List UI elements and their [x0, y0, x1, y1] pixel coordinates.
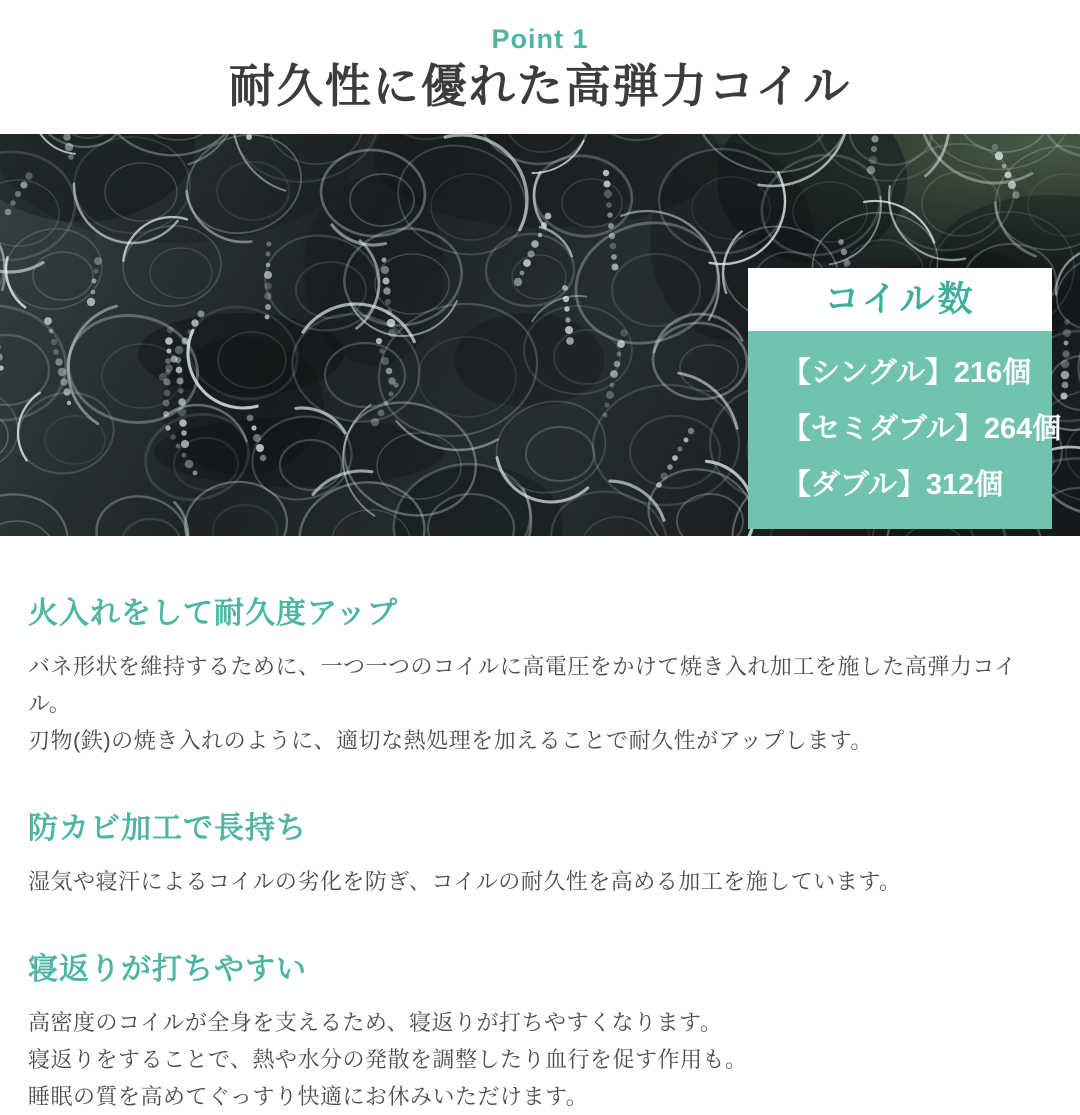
- coil-count-card: [748, 268, 1062, 529]
- coil-count-item: 【シングル】216個: [782, 356, 1032, 389]
- coil-count-item: 【ダブル】312個: [782, 468, 1004, 501]
- feature-heading: 寝返りが打ちやすい: [28, 952, 307, 986]
- feature-text-line: 湿気や寝汗によるコイルの劣化を防ぎ、コイルの耐久性を高める加工を施しています。: [28, 868, 902, 894]
- coil-count-title: コイル数: [748, 268, 1052, 331]
- coil-count-list: [748, 331, 1062, 529]
- feature-section: [28, 588, 1052, 759]
- coil-photo: [0, 134, 1080, 536]
- feature-text-line: 高密度のコイルが全身を支えるため、寝返りが打ちやすくなります。: [28, 1009, 723, 1035]
- section-title: 耐久性に優れた高弾力コイル: [228, 60, 852, 112]
- point-label: Point 1: [491, 24, 589, 54]
- feature-text-line: バネ形状を維持するために、一つ一つのコイルに高電圧をかけて焼き入れ加工を施した高弾力コイル。: [28, 653, 1017, 716]
- feature-heading: 防カビ加工で長持ち: [28, 811, 307, 845]
- feature-text-line: 睡眠の質を高めてぐっすり快適にお休みいただけます。: [28, 1083, 589, 1109]
- feature-section: [28, 944, 1052, 1115]
- coil-count-item: 【セミダブル】264個: [782, 412, 1062, 445]
- feature-text-line: 刃物(鉄)の焼き入れのように、適切な熱処理を加えることで耐久性がアップします。: [28, 727, 873, 753]
- feature-sections: [0, 536, 1080, 1115]
- feature-section: [28, 803, 1052, 900]
- feature-text-line: 寝返りをすることで、熱や水分の発散を調整したり血行を促す作用も。: [28, 1046, 748, 1072]
- feature-heading: 火入れをして耐久度アップ: [28, 596, 398, 630]
